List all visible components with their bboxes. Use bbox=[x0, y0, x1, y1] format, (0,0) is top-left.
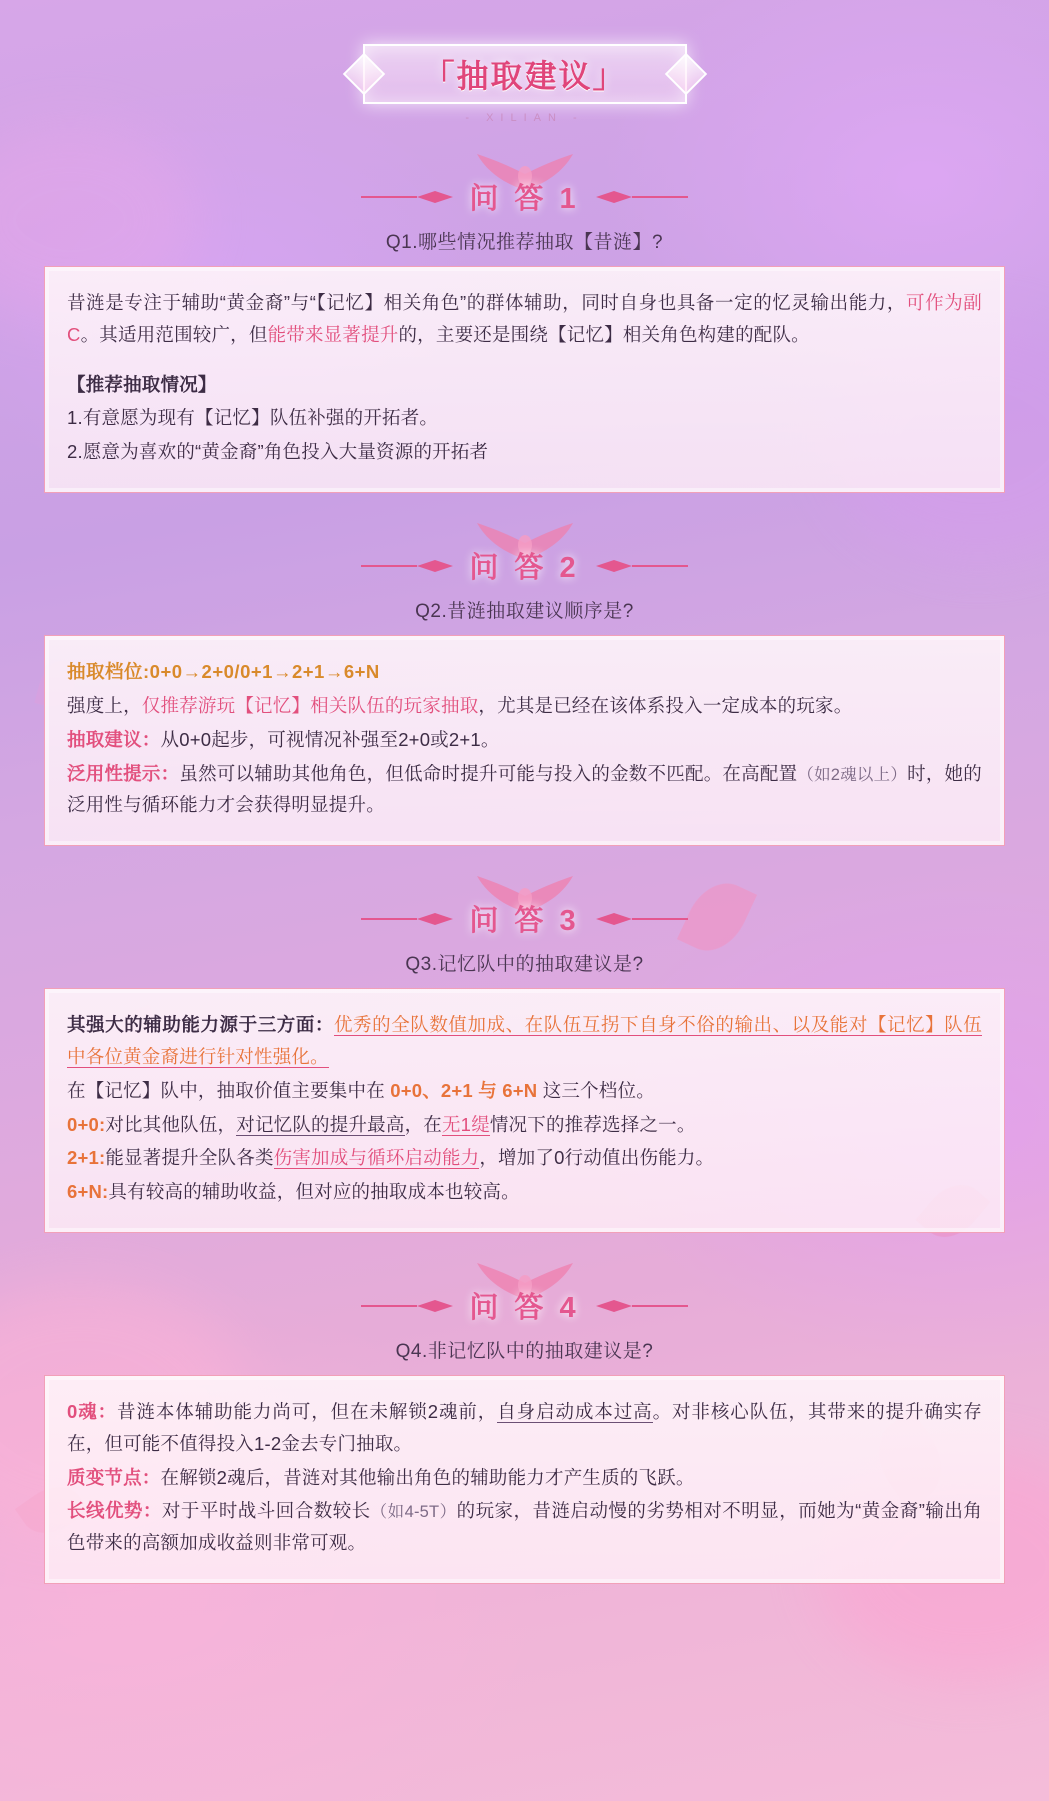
page-title: 「抽取建议」 bbox=[422, 58, 627, 94]
section-qa-2 bbox=[44, 519, 1005, 846]
question-text-4: Q4.非记忆队中的抽取建议是? bbox=[395, 1341, 654, 1362]
section-qa-1 bbox=[44, 150, 1005, 493]
answer-paragraph: 抽取建议：从0+0起步，可视情况补强至2+0或2+1。 bbox=[67, 728, 500, 750]
answer-card-1 bbox=[44, 266, 1005, 493]
answer-card-3 bbox=[44, 988, 1005, 1233]
section-heading-2 bbox=[44, 519, 1005, 623]
answer-paragraph: 0魂：昔涟本体辅助能力尚可，但在未解锁2魂前，自身启动成本过高。对非核心队伍，其带来的提升确实存在，但可能不值得投入1-2金去专门抽取。 bbox=[67, 1401, 983, 1454]
section-title: 问 答 4 bbox=[469, 1292, 580, 1324]
answer-paragraph: 长线优势：对于平时战斗回合数较长（如4-5T）的玩家，昔涟启动慢的劣势相对不明显，而她为“黄金裔”输出角色带来的高额加成收益则非常可观。 bbox=[67, 1500, 982, 1554]
page-header bbox=[44, 0, 1005, 124]
answer-paragraph: 泛用性提示：虽然可以辅助其他角色，但低命时提升可能与投入的金数不匹配。在高配置（如2魂以上）时，她的泛用性与循环能力才会获得明显提升。 bbox=[67, 762, 982, 816]
answer-paragraph: 其强大的辅助能力源于三方面：优秀的全队数值加成、在队伍互拐下自身不俗的输出、以及能对【记忆】队伍中各位黄金裔进行针对性强化。 bbox=[67, 1014, 982, 1067]
left-flourish-icon bbox=[359, 189, 455, 205]
answer-card-2 bbox=[44, 635, 1005, 846]
section-title: 问 答 1 bbox=[469, 183, 580, 215]
answer-card-4 bbox=[44, 1375, 1005, 1584]
page-subtitle: - XILIAN - bbox=[465, 112, 584, 124]
question-text-3: Q3.记忆队中的抽取建议是? bbox=[405, 954, 644, 976]
question-text-2: Q2.昔涟抽取建议顺序是? bbox=[415, 601, 634, 623]
right-flourish-icon bbox=[594, 189, 690, 205]
right-flourish-icon bbox=[594, 911, 690, 927]
answer-paragraph: 2+1:能显著提升全队各类伤害加成与循环启动能力，增加了0行动值出伤能力。 bbox=[67, 1147, 715, 1169]
answer-paragraph: 质变节点：在解锁2魂后，昔涟对其他输出角色的辅助能力才产生质的飞跃。 bbox=[67, 1466, 695, 1488]
answer-paragraph: 强度上，仅推荐游玩【记忆】相关队伍的玩家抽取，尤其是已经在该体系投入一定成本的玩家。 bbox=[67, 694, 853, 716]
section-heading-1 bbox=[44, 150, 1005, 254]
right-flourish-icon bbox=[594, 1298, 690, 1314]
section-qa-4 bbox=[44, 1259, 1005, 1584]
section-title: 问 答 2 bbox=[469, 552, 580, 585]
answer-list-item-2: 2.愿意为喜欢的“黄金裔”角色投入大量资源的开拓者 bbox=[67, 441, 489, 463]
section-heading-3 bbox=[44, 872, 1005, 976]
question-text-1: Q1.哪些情况推荐抽取【昔涟】? bbox=[385, 232, 664, 253]
answer-subheading: 【推荐抽取情况】 bbox=[67, 373, 217, 395]
left-flourish-icon bbox=[359, 911, 455, 927]
answer-list-item-1: 1.有意愿为现有【记忆】队伍补强的开拓者。 bbox=[67, 407, 439, 429]
section-qa-3 bbox=[44, 872, 1005, 1233]
title-banner bbox=[363, 44, 687, 104]
answer-paragraph: 6+N:具有较高的辅助收益，但对应的抽取成本也较高。 bbox=[67, 1181, 520, 1203]
answer-paragraph: 0+0:对比其他队伍，对记忆队的提升最高，在无1缇情况下的推荐选择之一。 bbox=[67, 1113, 696, 1135]
left-flourish-icon bbox=[359, 558, 455, 574]
right-flourish-icon bbox=[594, 558, 690, 574]
left-flourish-icon bbox=[359, 1298, 455, 1314]
answer-paragraph: 在【记忆】队中，抽取价值主要集中在 0+0、2+1 与 6+N 这三个档位。 bbox=[67, 1079, 655, 1101]
section-heading-4 bbox=[44, 1259, 1005, 1363]
section-title: 问 答 3 bbox=[469, 905, 580, 938]
answer-paragraph: 昔涟是专注于辅助“黄金裔”与“【记忆】相关角色”的群体辅助，同时自身也具备一定的忆灵输出能力，可作为副C。其适用范围较广，但能带来显著提升的，主要还是围绕【记忆】相关角色构建的配队。 bbox=[67, 292, 982, 345]
answer-tier-line: 抽取档位:0+0→2+0/0+1→2+1→6+N bbox=[67, 661, 380, 683]
